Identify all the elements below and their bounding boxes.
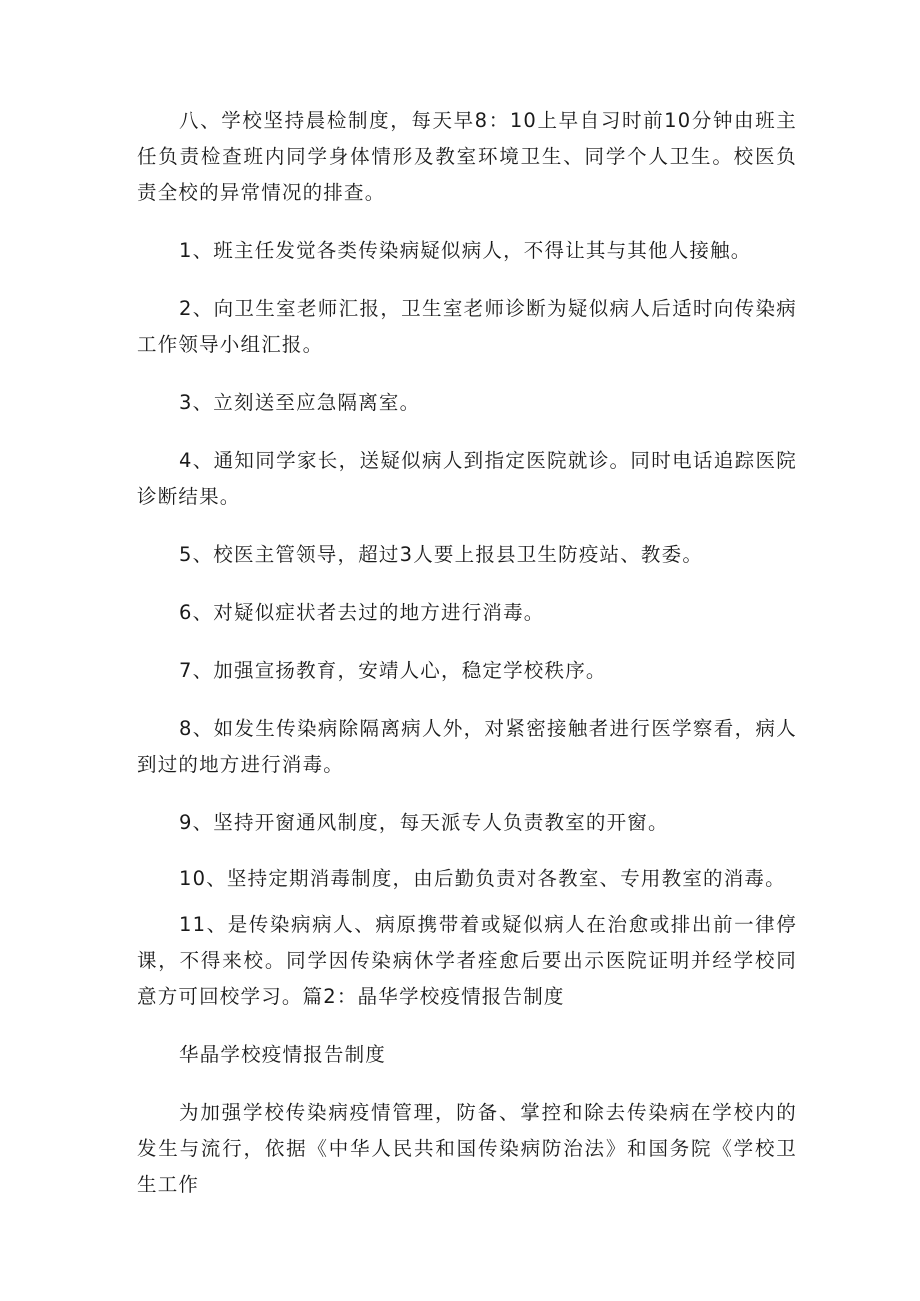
paragraph-item-6: 6、对疑似症状者去过的地方进行消毒。	[179, 601, 545, 624]
paragraph-item-5: 5、校医主管领导，超过3人要上报县卫生防疫站、教委。	[179, 543, 704, 566]
document-body	[137, 103, 797, 1203]
paragraph-item-10: 10、坚持定期消毒制度，由后勤负责对各教室、专用教室的消毒。	[179, 867, 786, 890]
paragraph-morning-check: 八、学校坚持晨检制度，每天早8：10上早自习时前10分钟由班主任负责检查班内同学身体情形及教室环境卫生、同学个人卫生。校医负责全校的异常情况的排查。	[137, 109, 797, 204]
paragraph-item-11: 11、是传染病病人、病原携带着或疑似病人在治愈或排出前一律停课，不得来校。同学因传染病休学者痊愈后要出示医院证明并经学校同意方可回校学习。篇2：晶华学校疫情报告制度	[137, 913, 797, 1008]
paragraph-item-1: 1、班主任发觉各类传染病疑似病人，不得让其与其他人接触。	[179, 239, 752, 262]
paragraph-item-7: 7、加强宣扬教育，安靖人心，稳定学校秩序。	[179, 659, 607, 682]
paragraph-intro: 为加强学校传染病疫情管理，防备、掌控和除去传染病在学校内的发生与流行，依据《中华人民共和国传染病防治法》和国务院《学校卫生工作	[137, 1101, 797, 1196]
paragraph-item-2: 2、向卫生室老师汇报，卫生室老师诊断为疑似病人后适时向传染病工作领导小组汇报。	[137, 297, 797, 356]
paragraph-item-4: 4、通知同学家长，送疑似病人到指定医院就诊。同时电话追踪医院诊断结果。	[137, 449, 797, 508]
section-title: 华晶学校疫情报告制度	[179, 1043, 387, 1066]
paragraph-item-3: 3、立刻送至应急隔离室。	[179, 391, 421, 414]
paragraph-item-9: 9、坚持开窗通风制度，每天派专人负责教室的开窗。	[179, 811, 669, 834]
paragraph-item-8: 8、如发生传染病除隔离病人外，对紧密接触者进行医学察看，病人到过的地方进行消毒。	[137, 717, 797, 776]
